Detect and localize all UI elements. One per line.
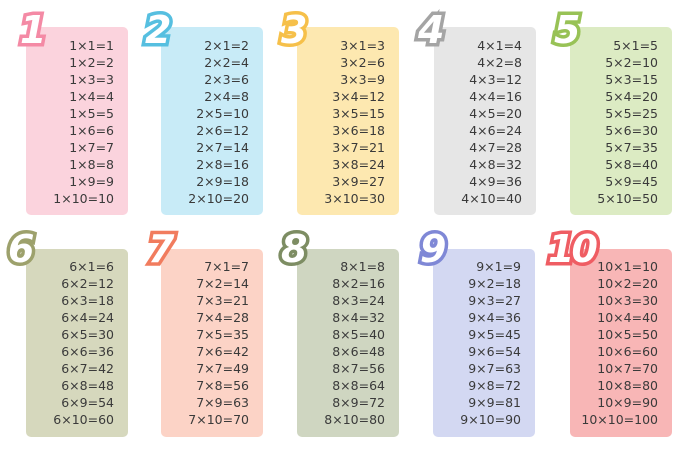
table-number-7: 7: [148, 227, 172, 271]
multiplication-line: 6×8=48: [61, 378, 114, 393]
multiplication-line: 8×8=64: [332, 378, 385, 393]
multiplication-line: 7×8=56: [196, 378, 249, 393]
table-4: [418, 8, 554, 226]
multiplication-line: 6×4=24: [61, 310, 114, 325]
multiplication-line: 8×4=32: [332, 310, 385, 325]
multiplication-line: 2×2=4: [204, 55, 249, 70]
multiplication-line: 1×7=7: [69, 140, 114, 155]
table-10: [548, 227, 684, 445]
multiplication-line: 3×9=27: [332, 174, 385, 189]
multiplication-line: 10×7=70: [597, 361, 658, 376]
multiplication-line: 9×3=27: [468, 293, 521, 308]
multiplication-line: 8×5=40: [332, 327, 385, 342]
table-1: [20, 8, 156, 226]
multiplication-line: 9×10=90: [460, 412, 521, 427]
table-5: [554, 8, 684, 226]
multiplication-line: 6×2=12: [61, 276, 114, 291]
multiplication-line: 7×7=49: [196, 361, 249, 376]
multiplication-line: 4×8=32: [469, 157, 522, 172]
multiplication-line: 3×3=9: [340, 72, 385, 87]
multiplication-line: 7×9=63: [196, 395, 249, 410]
multiplication-line: 2×6=12: [196, 123, 249, 138]
multiplication-line: 6×1=6: [69, 259, 114, 274]
multiplication-line: 7×1=7: [204, 259, 249, 274]
multiplication-line: 10×9=90: [597, 395, 658, 410]
multiplication-line: 4×7=28: [469, 140, 522, 155]
multiplication-line: 1×3=3: [69, 72, 114, 87]
table-number-10: 10: [548, 227, 595, 271]
multiplication-line: 3×2=6: [340, 55, 385, 70]
multiplication-line: 5×6=30: [605, 123, 658, 138]
multiplication-line: 3×1=3: [340, 38, 385, 53]
multiplication-line: 1×10=10: [53, 191, 114, 206]
multiplication-line: 4×5=20: [469, 106, 522, 121]
multiplication-line: 5×4=20: [605, 89, 658, 104]
multiplication-line: 9×5=45: [468, 327, 521, 342]
table-number-9: 9: [420, 227, 444, 271]
table-lines: [161, 37, 263, 207]
multiplication-line: 1×2=2: [69, 55, 114, 70]
multiplication-line: 3×8=24: [332, 157, 385, 172]
multiplication-line: 9×7=63: [468, 361, 521, 376]
multiplication-line: 7×4=28: [196, 310, 249, 325]
multiplication-line: 8×2=16: [332, 276, 385, 291]
multiplication-line: 9×4=36: [468, 310, 521, 325]
multiplication-line: 10×5=50: [597, 327, 658, 342]
multiplication-line: 2×4=8: [204, 89, 249, 104]
multiplication-line: 7×5=35: [196, 327, 249, 342]
table-2: [145, 8, 281, 226]
multiplication-line: 1×6=6: [69, 123, 114, 138]
multiplication-line: 5×1=5: [613, 38, 658, 53]
multiplication-line: 1×5=5: [69, 106, 114, 121]
multiplication-line: 9×9=81: [468, 395, 521, 410]
multiplication-line: 6×10=60: [53, 412, 114, 427]
multiplication-line: 8×10=80: [324, 412, 385, 427]
multiplication-line: 2×1=2: [204, 38, 249, 53]
table-lines: [570, 37, 672, 207]
multiplication-line: 8×6=48: [332, 344, 385, 359]
multiplication-line: 5×2=10: [605, 55, 658, 70]
multiplication-line: 3×6=18: [332, 123, 385, 138]
multiplication-line: 1×1=1: [69, 38, 114, 53]
multiplication-line: 9×1=9: [476, 259, 521, 274]
table-number-2: 2: [145, 8, 169, 52]
multiplication-line: 7×3=21: [196, 293, 249, 308]
multiplication-line: 10×4=40: [597, 310, 658, 325]
table-lines: [434, 37, 536, 207]
multiplication-line: 3×5=15: [332, 106, 385, 121]
multiplication-line: 4×1=4: [477, 38, 522, 53]
multiplication-line: 5×8=40: [605, 157, 658, 172]
table-8: [281, 227, 417, 445]
multiplication-line: 3×10=30: [324, 191, 385, 206]
table-lines: [433, 258, 535, 428]
multiplication-line: 7×10=70: [188, 412, 249, 427]
multiplication-line: 4×9=36: [469, 174, 522, 189]
multiplication-line: 10×3=30: [597, 293, 658, 308]
multiplication-line: 5×7=35: [605, 140, 658, 155]
multiplication-line: 10×8=80: [597, 378, 658, 393]
multiplication-line: 3×4=12: [332, 89, 385, 104]
multiplication-line: 10×2=20: [597, 276, 658, 291]
table-9: [420, 227, 556, 445]
table-number-8: 8: [281, 227, 305, 271]
multiplication-line: 5×9=45: [605, 174, 658, 189]
multiplication-line: 8×1=8: [340, 259, 385, 274]
multiplication-line: 8×9=72: [332, 395, 385, 410]
multiplication-line: 6×3=18: [61, 293, 114, 308]
multiplication-line: 9×6=54: [468, 344, 521, 359]
multiplication-line: 2×5=10: [196, 106, 249, 121]
multiplication-line: 6×7=42: [61, 361, 114, 376]
multiplication-line: 4×2=8: [477, 55, 522, 70]
multiplication-line: 2×10=20: [188, 191, 249, 206]
multiplication-line: 1×4=4: [69, 89, 114, 104]
table-lines: [26, 37, 128, 207]
multiplication-line: 9×2=18: [468, 276, 521, 291]
multiplication-line: 7×2=14: [196, 276, 249, 291]
multiplication-line: 1×8=8: [69, 157, 114, 172]
table-lines: [297, 37, 399, 207]
table-number-6: 6: [8, 227, 32, 271]
multiplication-line: 5×5=25: [605, 106, 658, 121]
multiplication-line: 7×6=42: [196, 344, 249, 359]
multiplication-line: 2×8=16: [196, 157, 249, 172]
table-number-4: 4: [418, 8, 442, 52]
multiplication-line: 10×10=100: [581, 412, 658, 427]
multiplication-line: 4×6=24: [469, 123, 522, 138]
multiplication-line: 6×5=30: [61, 327, 114, 342]
multiplication-line: 2×9=18: [196, 174, 249, 189]
multiplication-line: 4×3=12: [469, 72, 522, 87]
table-3: [281, 8, 417, 226]
multiplication-line: 5×3=15: [605, 72, 658, 87]
multiplication-line: 8×7=56: [332, 361, 385, 376]
multiplication-line: 4×4=16: [469, 89, 522, 104]
multiplication-line: 2×7=14: [196, 140, 249, 155]
multiplication-line: 4×10=40: [461, 191, 522, 206]
multiplication-line: 3×7=21: [332, 140, 385, 155]
table-lines: [297, 258, 399, 428]
table-number-1: 1: [20, 8, 44, 52]
multiplication-line: 10×1=10: [597, 259, 658, 274]
multiplication-line: 5×10=50: [597, 191, 658, 206]
multiplication-line: 2×3=6: [204, 72, 249, 87]
multiplication-line: 9×8=72: [468, 378, 521, 393]
table-7: [148, 227, 284, 445]
table-lines: [26, 258, 128, 428]
multiplication-line: 6×9=54: [61, 395, 114, 410]
table-6: [8, 227, 144, 445]
multiplication-line: 10×6=60: [597, 344, 658, 359]
multiplication-line: 1×9=9: [69, 174, 114, 189]
table-number-5: 5: [554, 8, 578, 52]
table-lines: [161, 258, 263, 428]
table-number-3: 3: [281, 8, 305, 52]
multiplication-line: 8×3=24: [332, 293, 385, 308]
table-lines: [570, 258, 672, 428]
multiplication-line: 6×6=36: [61, 344, 114, 359]
